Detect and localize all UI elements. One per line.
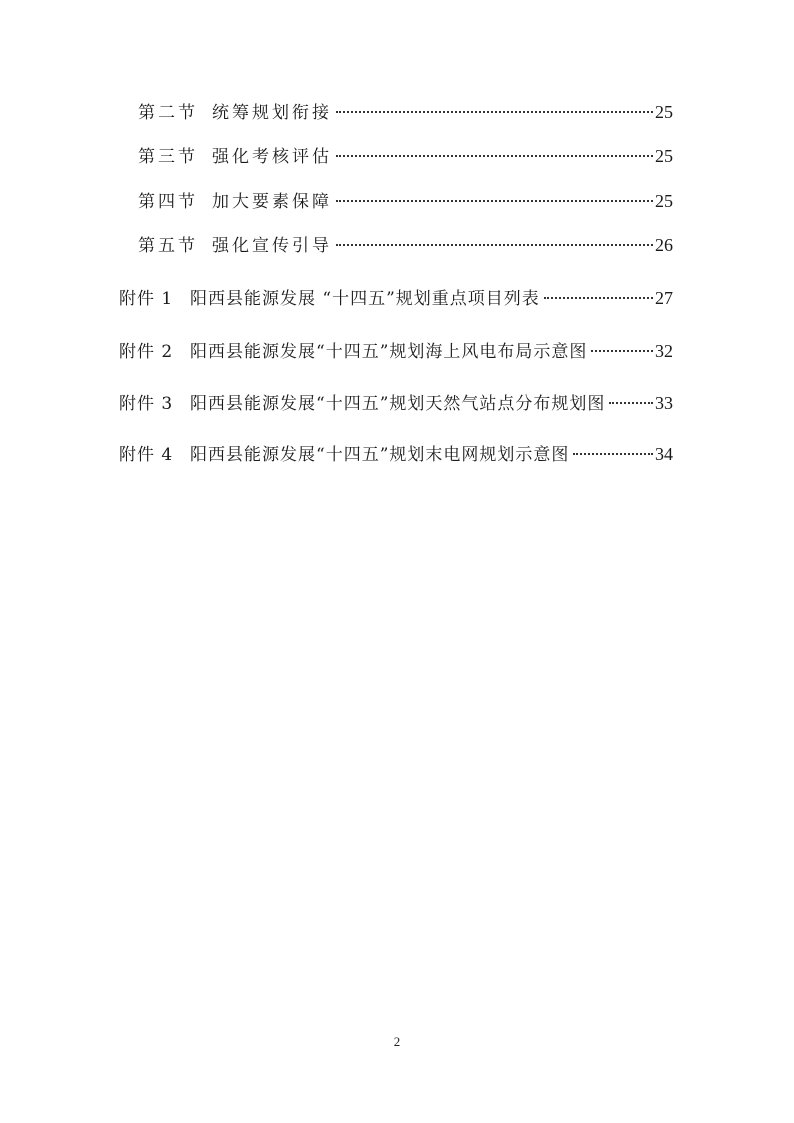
toc-entry-page: 25 xyxy=(655,191,673,211)
toc-entry-title: 阳西县能源发展“十四五”规划海上风电布局示意图 xyxy=(190,342,588,362)
toc-entry-label: 附件 4 xyxy=(119,445,174,465)
toc-entry-page: 25 xyxy=(655,102,673,122)
toc-dot-leader xyxy=(544,297,653,299)
toc-entry-label: 第三节 xyxy=(138,147,198,167)
toc-dot-leader xyxy=(336,244,653,246)
toc-entry-section-4[interactable] xyxy=(138,188,673,214)
toc-entry-title: 阳西县能源发展“十四五”规划天然气站点分布规划图 xyxy=(190,394,606,414)
toc-entry-title: 加大要素保障 xyxy=(212,192,332,212)
toc-entry-label: 第二节 xyxy=(138,103,198,123)
toc-entry-page: 26 xyxy=(655,235,673,255)
toc-entry-title: 阳西县能源发展 “十四五”规划重点项目列表 xyxy=(190,289,540,309)
toc-dot-leader xyxy=(336,111,653,113)
toc-entry-section-2[interactable] xyxy=(138,99,673,125)
toc-entry-section-5[interactable] xyxy=(138,232,673,258)
toc-entry-appendix-3[interactable] xyxy=(119,390,673,416)
toc-entry-label: 第四节 xyxy=(138,192,198,212)
toc-entry-appendix-2[interactable] xyxy=(119,338,673,364)
toc-entry-section-3[interactable] xyxy=(138,143,673,169)
toc-entry-page: 34 xyxy=(655,444,673,464)
toc-entry-label: 附件 3 xyxy=(119,394,174,414)
page-number: 2 xyxy=(393,1034,401,1049)
toc-entry-label: 附件 1 xyxy=(119,289,174,309)
toc-dot-leader xyxy=(336,155,653,157)
toc-entry-title: 阳西县能源发展“十四五”规划末电网规划示意图 xyxy=(190,445,570,465)
toc-entry-page: 25 xyxy=(655,146,673,166)
toc-dot-leader xyxy=(336,200,653,202)
toc-entry-label: 第五节 xyxy=(138,236,198,256)
toc-entry-title: 强化考核评估 xyxy=(212,147,332,167)
toc-entry-label: 附件 2 xyxy=(119,342,174,362)
toc-entry-page: 27 xyxy=(655,288,673,308)
toc-dot-leader xyxy=(573,453,653,455)
toc-dot-leader xyxy=(609,402,653,404)
toc-entry-title: 强化宣传引导 xyxy=(212,236,332,256)
toc-entry-page: 33 xyxy=(655,393,673,413)
toc-dot-leader xyxy=(591,350,653,352)
toc-entry-appendix-4[interactable] xyxy=(119,441,673,467)
toc-entry-page: 32 xyxy=(655,341,673,361)
toc-entry-appendix-1[interactable] xyxy=(119,285,673,311)
toc-entry-title: 统筹规划衔接 xyxy=(212,103,332,123)
